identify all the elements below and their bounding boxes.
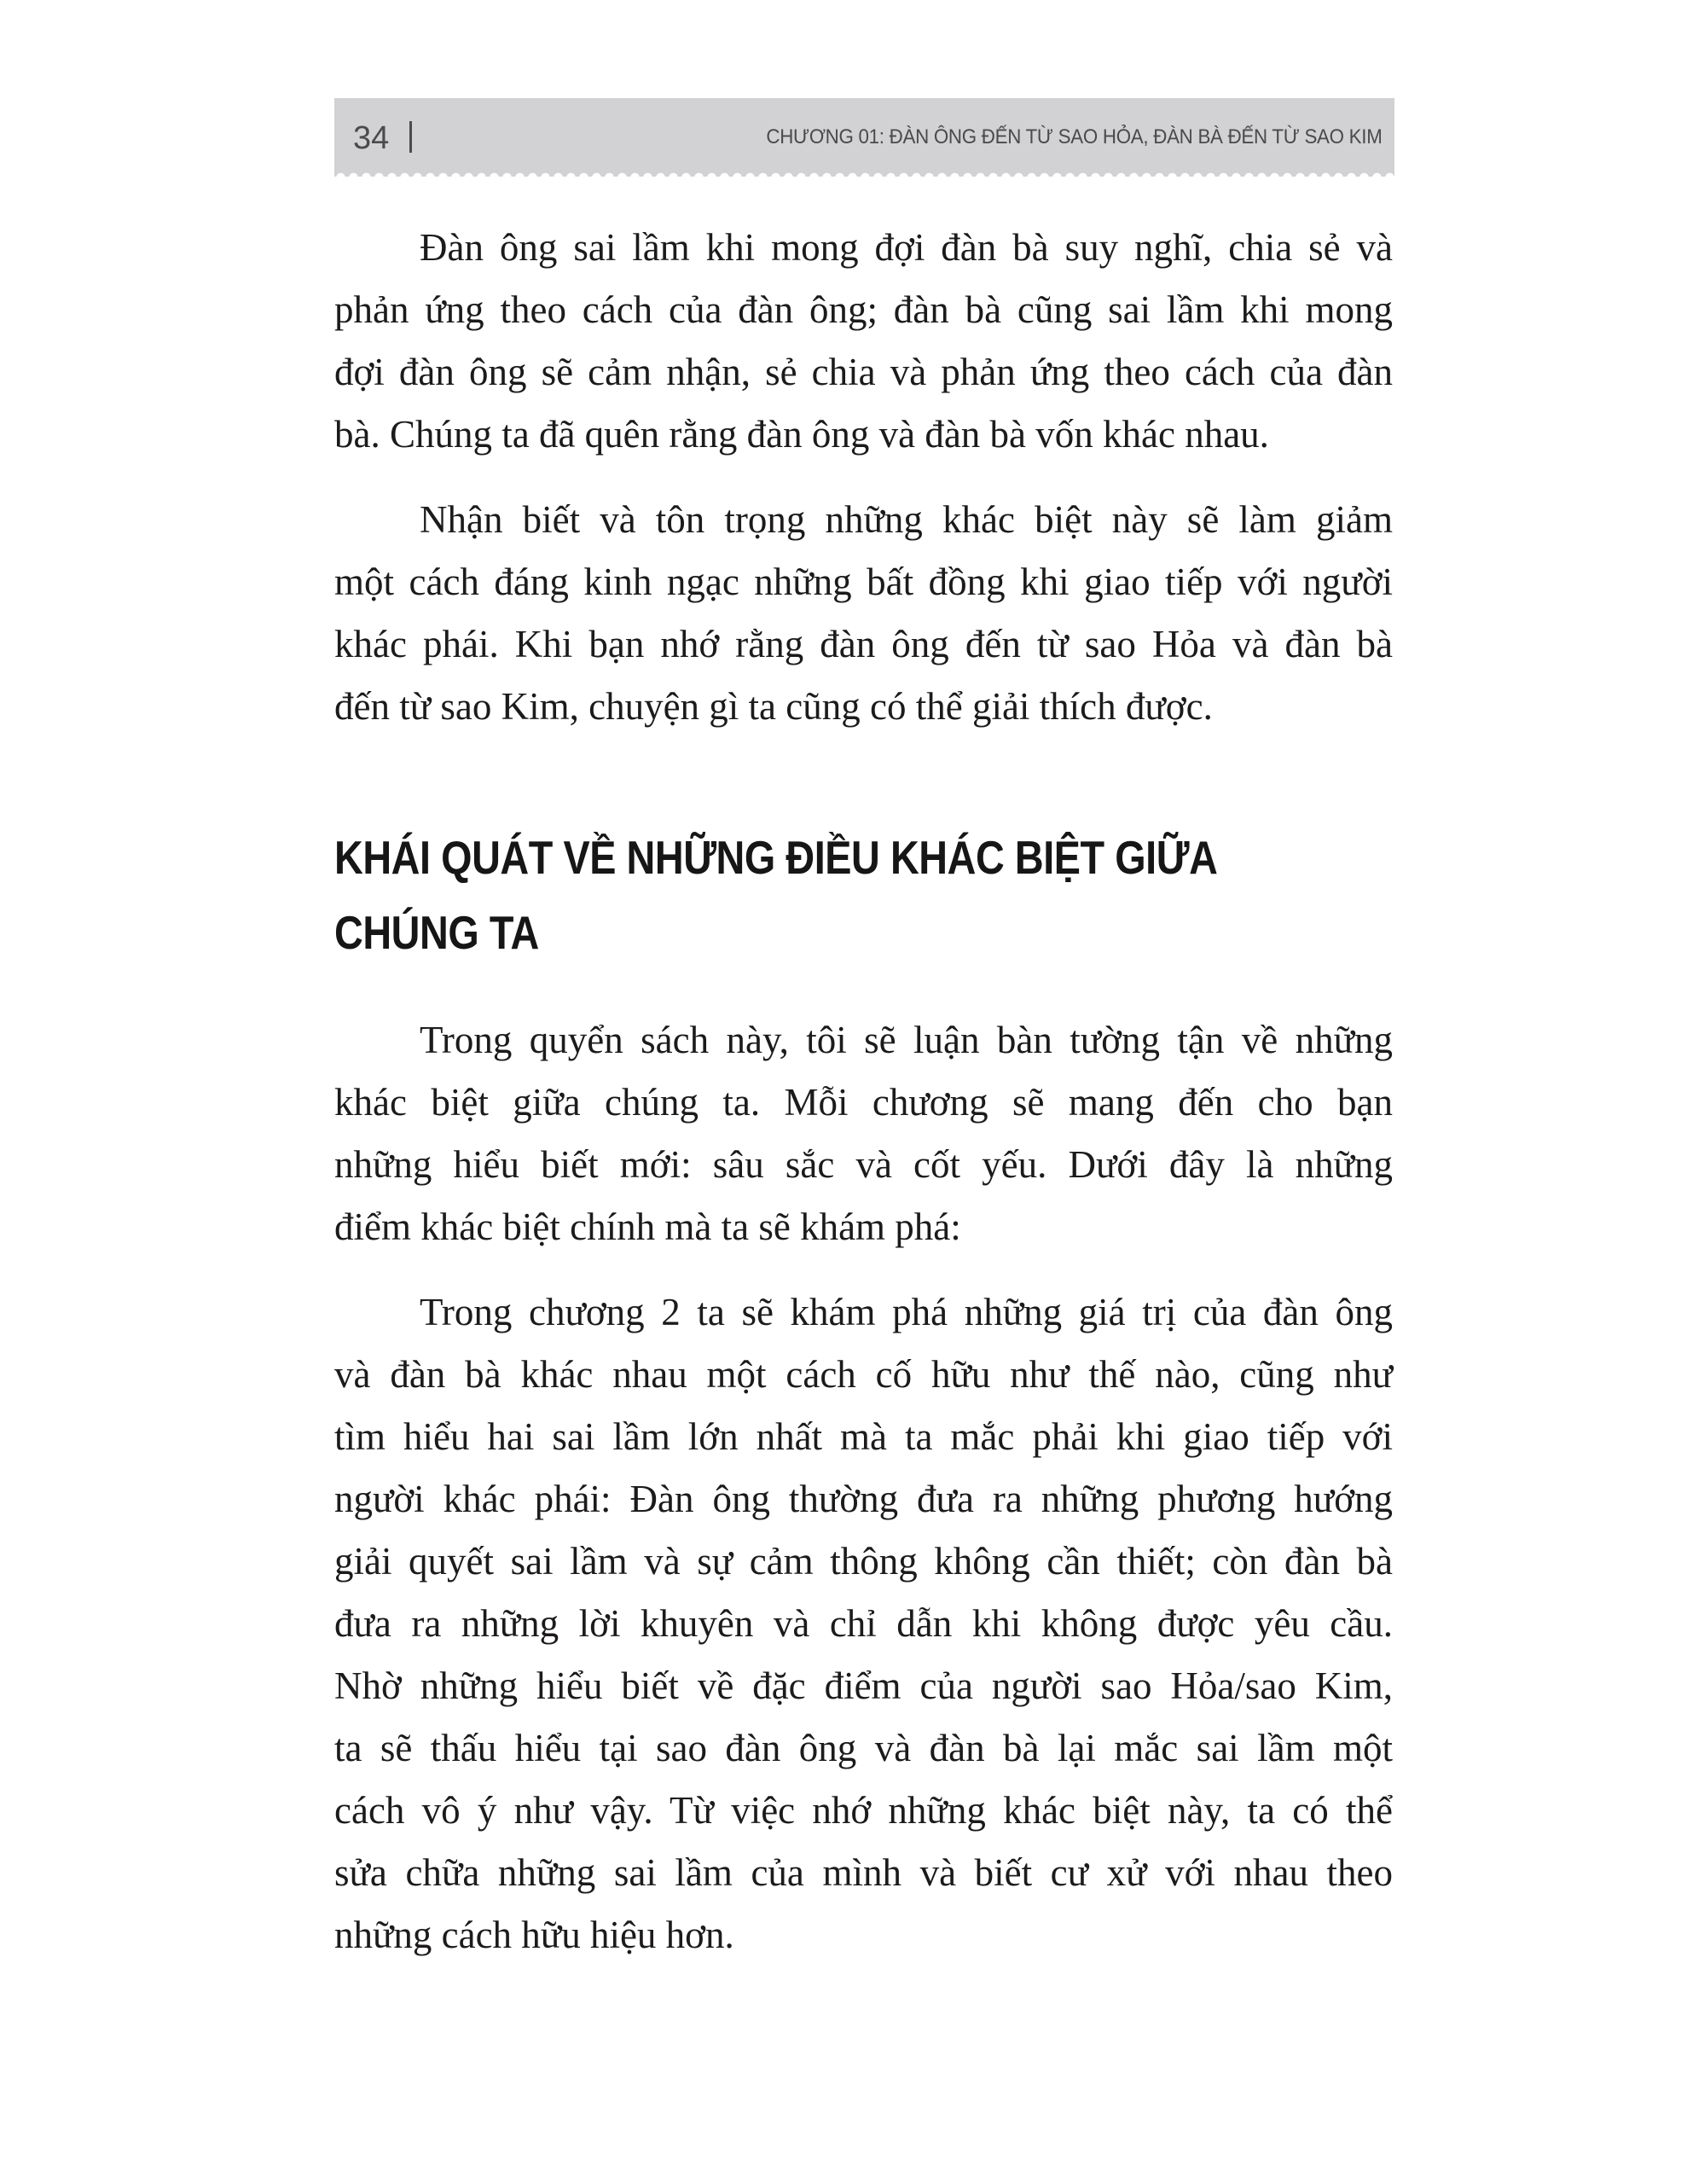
header-separator	[409, 121, 412, 153]
text-line: bà. Chúng ta đã quên rằng đàn ông và đàn bà vốn khác nhau.	[334, 413, 1269, 456]
text-line: cách vô ý như vậy. Từ việc nhớ những khác biệt này, ta có thể	[334, 1789, 1393, 1832]
text-line: Đàn ông sai lầm khi mong đợi đàn bà suy nghĩ, chia sẻ và	[420, 226, 1393, 269]
text-line: đợi đàn ông sẽ cảm nhận, sẻ chia và phản ứng theo cách của đàn	[334, 351, 1393, 393]
text-line: những hiểu biết mới: sâu sắc và cốt yếu. Dưới đây là những	[334, 1143, 1393, 1186]
text-line: Nhận biết và tôn trọng những khác biệt này sẽ làm giảm	[420, 498, 1393, 541]
heading-line: CHÚNG TA	[334, 906, 539, 959]
text-line: Trong chương 2 ta sẽ khám phá những giá trị của đàn ông	[420, 1291, 1393, 1333]
text-line: sửa chữa những sai lầm của mình và biết cư xử với nhau theo	[334, 1851, 1393, 1894]
text-line: phản ứng theo cách của đàn ông; đàn bà cũng sai lầm khi mong	[334, 288, 1393, 331]
text-line: người khác phái: Đàn ông thường đưa ra những phương hướng	[334, 1478, 1393, 1520]
paragraph-1	[334, 217, 1393, 466]
page-number: 34	[353, 120, 390, 156]
paragraph-3	[334, 1009, 1393, 1258]
text-line: điểm khác biệt chính mà ta sẽ khám phá:	[334, 1205, 961, 1248]
text-line: khác phái. Khi bạn nhớ rằng đàn ông đến từ sao Hỏa và đàn bà	[334, 623, 1393, 665]
paragraph-4	[334, 1281, 1393, 1966]
text-line: một cách đáng kinh ngạc những bất đồng khi giao tiếp với người	[334, 561, 1393, 603]
chapter-title: CHƯƠNG 01: ĐÀN ÔNG ĐẾN TỪ SAO HỎA, ĐÀN BÀ ĐẾN TỪ SAO KIM	[766, 125, 1383, 148]
text-line: Nhờ những hiểu biết về đặc điểm của người sao Hỏa/sao Kim,	[334, 1664, 1393, 1707]
running-header	[334, 98, 1394, 177]
text-line: ta sẽ thấu hiểu tại sao đàn ông và đàn bà lại mắc sai lầm một	[334, 1727, 1393, 1769]
section-heading	[334, 820, 1393, 970]
text-line: giải quyết sai lầm và sự cảm thông không cần thiết; còn đàn bà	[334, 1540, 1393, 1583]
text-line: và đàn bà khác nhau một cách cố hữu như thế nào, cũng như	[334, 1353, 1393, 1396]
text-line: tìm hiểu hai sai lầm lớn nhất mà ta mắc phải khi giao tiếp với	[334, 1415, 1393, 1458]
paragraph-2	[334, 489, 1393, 738]
text-line: Trong quyển sách này, tôi sẽ luận bàn tường tận về những	[420, 1019, 1393, 1061]
heading-line: KHÁI QUÁT VỀ NHỮNG ĐIỀU KHÁC BIỆT GIỮA	[334, 831, 1218, 884]
text-line: đưa ra những lời khuyên và chỉ dẫn khi không được yêu cầu.	[334, 1602, 1393, 1645]
text-line: khác biệt giữa chúng ta. Mỗi chương sẽ mang đến cho bạn	[334, 1081, 1393, 1124]
text-line: đến từ sao Kim, chuyện gì ta cũng có thể giải thích được.	[334, 685, 1213, 728]
text-line: những cách hữu hiệu hơn.	[334, 1914, 734, 1956]
